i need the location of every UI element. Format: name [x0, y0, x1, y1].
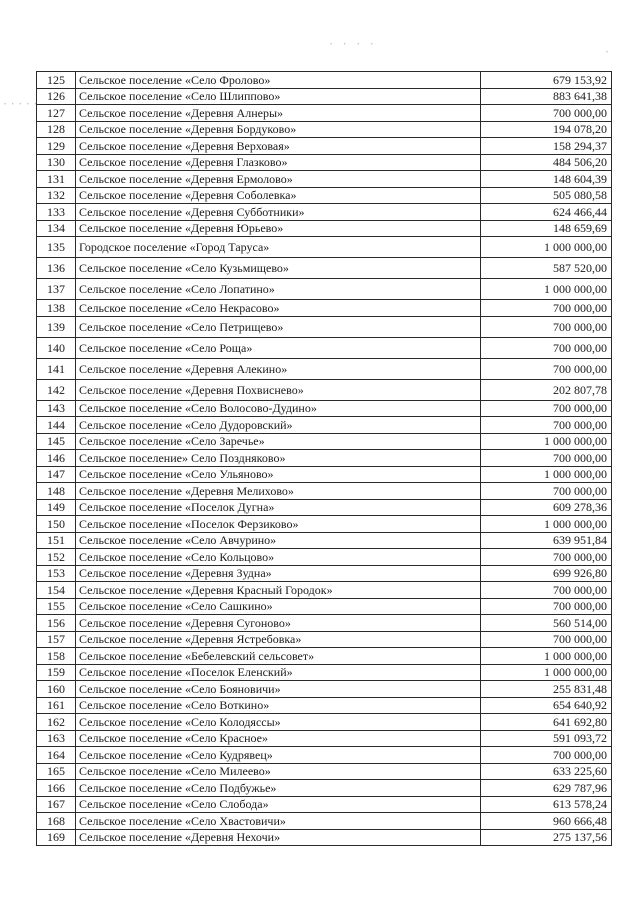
settlement-name: Сельское поселение «Деревня Зудна»: [76, 565, 481, 582]
settlement-name: Сельское поселение «Деревня Алнеры»: [76, 105, 481, 122]
row-number: 161: [37, 697, 76, 714]
table-row: [37, 532, 612, 549]
amount: 609 278,36: [481, 499, 612, 516]
amount: 1 000 000,00: [481, 516, 612, 533]
row-number: 149: [37, 499, 76, 516]
row-number: 126: [37, 88, 76, 105]
amount: 679 153,92: [481, 72, 612, 89]
row-number: 133: [37, 204, 76, 221]
settlement-name: Сельское поселение «Бебелевский сельсовет»: [76, 648, 481, 665]
table-row: [37, 379, 612, 400]
table-row: [37, 72, 612, 89]
amount: 587 520,00: [481, 258, 612, 279]
amount: 700 000,00: [481, 337, 612, 358]
table-row: [37, 187, 612, 204]
amount: 700 000,00: [481, 582, 612, 599]
table-row: [37, 171, 612, 188]
table-row: [37, 829, 612, 846]
amount: 700 000,00: [481, 300, 612, 317]
settlement-name: Сельское поселение «Деревня Глазково»: [76, 154, 481, 171]
row-number: 134: [37, 220, 76, 237]
settlement-name: Сельское поселение «Село Сашкино»: [76, 598, 481, 615]
amount: 700 000,00: [481, 598, 612, 615]
table-row: [37, 105, 612, 122]
table-row: [37, 499, 612, 516]
settlement-name: Сельское поселение «Деревня Мелихово»: [76, 483, 481, 500]
settlement-name: Сельское поселение «Поселок Дугна»: [76, 499, 481, 516]
amount: 700 000,00: [481, 316, 612, 337]
settlement-name: Сельское поселение» Село Поздняково»: [76, 450, 481, 467]
amount: 1 000 000,00: [481, 433, 612, 450]
table-row: [37, 664, 612, 681]
settlement-name: Сельское поселение «Село Красное»: [76, 730, 481, 747]
amount: 700 000,00: [481, 450, 612, 467]
amount: 202 807,78: [481, 379, 612, 400]
table-row: [37, 121, 612, 138]
table-row: [37, 697, 612, 714]
table-row: [37, 780, 612, 797]
amount: 1 000 000,00: [481, 237, 612, 258]
table-row: [37, 582, 612, 599]
amount: 700 000,00: [481, 549, 612, 566]
row-number: 135: [37, 237, 76, 258]
settlement-name: Сельское поселение «Село Дудоровский»: [76, 417, 481, 434]
row-number: 166: [37, 780, 76, 797]
row-number: 162: [37, 714, 76, 731]
row-number: 140: [37, 337, 76, 358]
amount: 700 000,00: [481, 358, 612, 379]
row-number: 139: [37, 316, 76, 337]
row-number: 151: [37, 532, 76, 549]
row-number: 130: [37, 154, 76, 171]
table-row: [37, 400, 612, 417]
table-row: [37, 279, 612, 300]
row-number: 138: [37, 300, 76, 317]
settlement-name: Сельское поселение «Село Бояновичи»: [76, 681, 481, 698]
table-row: [37, 747, 612, 764]
table-row: [37, 138, 612, 155]
settlement-name: Сельское поселение «Село Роща»: [76, 337, 481, 358]
settlement-name: Сельское поселение «Деревня Юрьево»: [76, 220, 481, 237]
scan-artifact-top: • • • •: [330, 42, 378, 48]
table-row: [37, 813, 612, 830]
table-row: [37, 466, 612, 483]
settlement-name: Сельское поселение «Село Авчурино»: [76, 532, 481, 549]
settlement-name: Сельское поселение «Село Колодяссы»: [76, 714, 481, 731]
settlement-name: Сельское поселение «Село Воткино»: [76, 697, 481, 714]
settlement-name: Сельское поселение «Деревня Нехочи»: [76, 829, 481, 846]
row-number: 165: [37, 763, 76, 780]
row-number: 137: [37, 279, 76, 300]
settlement-name: Сельское поселение «Село Фролово»: [76, 72, 481, 89]
row-number: 145: [37, 433, 76, 450]
row-number: 131: [37, 171, 76, 188]
table-row: [37, 565, 612, 582]
row-number: 169: [37, 829, 76, 846]
table-row: [37, 730, 612, 747]
table-row: [37, 483, 612, 500]
table-row: [37, 763, 612, 780]
row-number: 157: [37, 631, 76, 648]
row-number: 142: [37, 379, 76, 400]
row-number: 156: [37, 615, 76, 632]
amount: 700 000,00: [481, 747, 612, 764]
amount: 639 951,84: [481, 532, 612, 549]
row-number: 154: [37, 582, 76, 599]
settlement-name: Сельское поселение «Деревня Красный Городок»: [76, 582, 481, 599]
amount: 700 000,00: [481, 400, 612, 417]
table-row: [37, 433, 612, 450]
amount: 255 831,48: [481, 681, 612, 698]
row-number: 158: [37, 648, 76, 665]
settlement-name: Сельское поселение «Поселок Ферзиково»: [76, 516, 481, 533]
table-row: [37, 204, 612, 221]
amount: 654 640,92: [481, 697, 612, 714]
amount: 624 466,44: [481, 204, 612, 221]
settlement-name: Сельское поселение «Деревня Сугоново»: [76, 615, 481, 632]
settlement-name: Сельское поселение «Село Петрищево»: [76, 316, 481, 337]
table-row: [37, 598, 612, 615]
settlement-name: Сельское поселение «Деревня Соболевка»: [76, 187, 481, 204]
amount: 700 000,00: [481, 417, 612, 434]
row-number: 125: [37, 72, 76, 89]
amount: 148 604,39: [481, 171, 612, 188]
settlement-name: Сельское поселение «Деревня Алекино»: [76, 358, 481, 379]
amount: 591 093,72: [481, 730, 612, 747]
table-row: [37, 220, 612, 237]
table-body: [37, 72, 612, 846]
scan-artifact-right: •: [606, 50, 614, 56]
row-number: 136: [37, 258, 76, 279]
amount: 194 078,20: [481, 121, 612, 138]
row-number: 132: [37, 187, 76, 204]
row-number: 129: [37, 138, 76, 155]
row-number: 143: [37, 400, 76, 417]
table-row: [37, 549, 612, 566]
row-number: 160: [37, 681, 76, 698]
amount: 505 080,58: [481, 187, 612, 204]
row-number: 148: [37, 483, 76, 500]
settlement-name: Сельское поселение «Село Шлиппово»: [76, 88, 481, 105]
row-number: 128: [37, 121, 76, 138]
settlement-name: Сельское поселение «Село Волосово-Дудино»: [76, 400, 481, 417]
settlement-name: Сельское поселение «Село Кольцово»: [76, 549, 481, 566]
settlement-name: Сельское поселение «Село Ульяново»: [76, 466, 481, 483]
settlement-name: Сельское поселение «Село Заречье»: [76, 433, 481, 450]
row-number: 127: [37, 105, 76, 122]
table-row: [37, 631, 612, 648]
amount: 883 641,38: [481, 88, 612, 105]
settlement-name: Сельское поселение «Село Хвастовичи»: [76, 813, 481, 830]
amount: 700 000,00: [481, 631, 612, 648]
settlement-name: Сельское поселение «Деревня Верховая»: [76, 138, 481, 155]
row-number: 167: [37, 796, 76, 813]
settlement-name: Сельское поселение «Село Милеево»: [76, 763, 481, 780]
settlements-table: [36, 71, 612, 846]
row-number: 164: [37, 747, 76, 764]
settlement-name: Сельское поселение «Село Некрасово»: [76, 300, 481, 317]
row-number: 168: [37, 813, 76, 830]
amount: 484 506,20: [481, 154, 612, 171]
amount: 275 137,56: [481, 829, 612, 846]
amount: 1 000 000,00: [481, 279, 612, 300]
amount: 1 000 000,00: [481, 648, 612, 665]
row-number: 150: [37, 516, 76, 533]
settlement-name: Сельское поселение «Деревня Бордуково»: [76, 121, 481, 138]
row-number: 147: [37, 466, 76, 483]
table-row: [37, 300, 612, 317]
table-row: [37, 648, 612, 665]
settlement-name: Сельское поселение «Село Кузьмищево»: [76, 258, 481, 279]
table-row: [37, 516, 612, 533]
settlement-name: Сельское поселение «Поселок Еленский»: [76, 664, 481, 681]
settlement-name: Сельское поселение «Деревня Субботники»: [76, 204, 481, 221]
amount: 633 225,60: [481, 763, 612, 780]
amount: 699 926,80: [481, 565, 612, 582]
amount: 629 787,96: [481, 780, 612, 797]
amount: 148 659,69: [481, 220, 612, 237]
table-row: [37, 417, 612, 434]
row-number: 144: [37, 417, 76, 434]
settlement-name: Сельское поселение «Деревня Ястребовка»: [76, 631, 481, 648]
amount: 613 578,24: [481, 796, 612, 813]
table-row: [37, 714, 612, 731]
row-number: 153: [37, 565, 76, 582]
row-number: 155: [37, 598, 76, 615]
table-row: [37, 681, 612, 698]
amount: 700 000,00: [481, 105, 612, 122]
settlement-name: Сельское поселение «Село Подбужье»: [76, 780, 481, 797]
settlement-name: Сельское поселение «Деревня Похвисневo»: [76, 379, 481, 400]
row-number: 159: [37, 664, 76, 681]
table-row: [37, 154, 612, 171]
amount: 1 000 000,00: [481, 664, 612, 681]
settlement-name: Городское поселение «Город Таруса»: [76, 237, 481, 258]
amount: 158 294,37: [481, 138, 612, 155]
amount: 960 666,48: [481, 813, 612, 830]
settlement-name: Сельское поселение «Деревня Ермолово»: [76, 171, 481, 188]
amount: 1 000 000,00: [481, 466, 612, 483]
row-number: 141: [37, 358, 76, 379]
settlement-name: Сельское поселение «Село Кудрявец»: [76, 747, 481, 764]
row-number: 152: [37, 549, 76, 566]
row-number: 146: [37, 450, 76, 467]
table-row: [37, 316, 612, 337]
table-row: [37, 258, 612, 279]
table-row: [37, 450, 612, 467]
table-row: [37, 615, 612, 632]
amount: 700 000,00: [481, 483, 612, 500]
table-row: [37, 796, 612, 813]
settlement-name: Сельское поселение «Село Лопатино»: [76, 279, 481, 300]
scan-artifact-left: • • • • •: [4, 102, 39, 108]
row-number: 163: [37, 730, 76, 747]
table-row: [37, 337, 612, 358]
settlement-name: Сельское поселение «Село Слобода»: [76, 796, 481, 813]
table-row: [37, 88, 612, 105]
amount: 641 692,80: [481, 714, 612, 731]
table-row: [37, 358, 612, 379]
amount: 560 514,00: [481, 615, 612, 632]
table-row: [37, 237, 612, 258]
